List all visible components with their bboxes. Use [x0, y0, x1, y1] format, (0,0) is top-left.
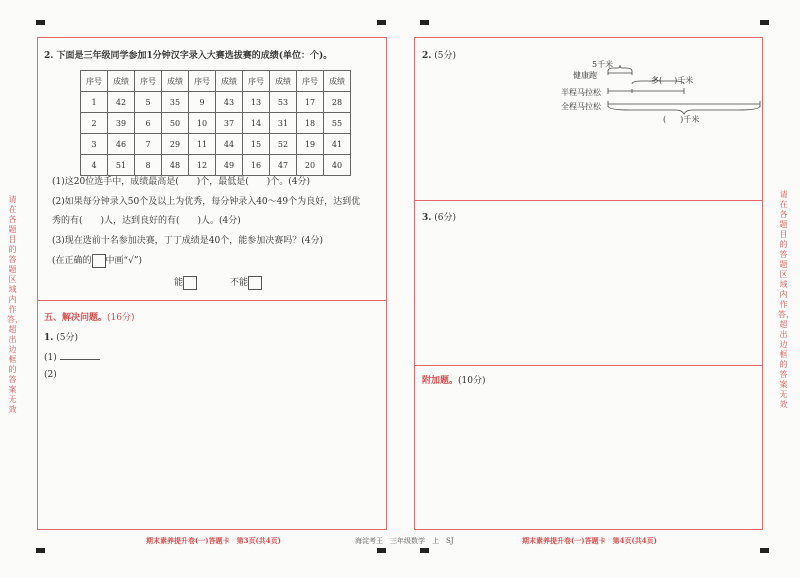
table-cell: 44 — [216, 134, 243, 155]
table-header: 序号 — [135, 71, 162, 92]
diagram-bottom-post: )千米 — [680, 115, 700, 124]
side-note-right: 请在各题目的答题区域内作答，超出边框的答案无效 — [778, 190, 794, 409]
table-cell: 4 — [81, 155, 108, 176]
brace-5km — [608, 65, 632, 71]
table-cell: 19 — [297, 134, 324, 155]
q1-part2: (2) — [44, 370, 57, 380]
q1-score: (5分) — [56, 333, 79, 343]
extra-title: 附加题。 — [422, 376, 459, 386]
table-cell: 28 — [324, 92, 351, 113]
brace-full — [608, 106, 760, 114]
section5-title: 五、解决问题。 — [44, 313, 108, 323]
r-q3-heading — [422, 210, 456, 223]
mark-instruction-pre: (在正确的 — [52, 256, 92, 266]
table-cell: 1 — [81, 92, 108, 113]
table-cell: 50 — [162, 113, 189, 134]
extra-heading — [422, 373, 486, 386]
table-header: 序号 — [81, 71, 108, 92]
table-cell: 14 — [243, 113, 270, 134]
q2-sub3: (3)现在选前十名参加决赛，丁丁成绩是40个，能参加决赛吗？(4分) — [52, 236, 323, 246]
table-cell: 43 — [216, 92, 243, 113]
table-cell: 39 — [108, 113, 135, 134]
table-cell: 48 — [162, 155, 189, 176]
q2-sub2-line2: 秀的有( )人，达到良好的有( )人。(4分) — [52, 216, 241, 226]
diagram-bottom-pre: ( — [663, 115, 667, 124]
table-header: 成绩 — [324, 71, 351, 92]
brace-more — [632, 78, 684, 84]
diagram-more-pre: 多( — [651, 76, 663, 85]
table-cell: 3 — [81, 134, 108, 155]
table-cell: 29 — [162, 134, 189, 155]
q1-title: 1. — [44, 333, 54, 343]
table-cell: 15 — [243, 134, 270, 155]
side-note-left: 请在各题目的答题区域内作答，超出边框的答案无效 — [7, 195, 23, 414]
table-cell: 47 — [270, 155, 297, 176]
r-q3-score: (6分) — [434, 213, 457, 223]
table-cell: 13 — [243, 92, 270, 113]
table-cell: 20 — [297, 155, 324, 176]
table-cell: 49 — [216, 155, 243, 176]
r-q2-score: (5分) — [434, 51, 457, 61]
table-header: 成绩 — [270, 71, 297, 92]
table-cell: 35 — [162, 92, 189, 113]
table-cell: 52 — [270, 134, 297, 155]
q2-title: 2. 下面是三年级同学参加1分钟汉字录入大赛选拔赛的成绩(单位：个)。 — [44, 51, 333, 61]
table-cell: 17 — [297, 92, 324, 113]
table-cell: 40 — [324, 155, 351, 176]
table-cell: 51 — [108, 155, 135, 176]
table-cell: 2 — [81, 113, 108, 134]
diagram-walk-label: 健康跑 — [573, 71, 597, 80]
table-cell: 8 — [135, 155, 162, 176]
r-q3-title: 3. — [422, 213, 432, 223]
table-cell: 11 — [189, 134, 216, 155]
table-cell: 46 — [108, 134, 135, 155]
right-footer: 期末素养提升卷(一)答题卡 第4页(共4页) — [522, 536, 657, 545]
extra-score: (10分) — [458, 376, 486, 386]
q1-part1-label: (1) — [44, 353, 57, 363]
table-cell: 31 — [270, 113, 297, 134]
table-cell: 10 — [189, 113, 216, 134]
table-cell: 9 — [189, 92, 216, 113]
table-header: 序号 — [297, 71, 324, 92]
section5-score: (16分) — [107, 313, 135, 323]
table-header: 序号 — [189, 71, 216, 92]
table-cell: 16 — [243, 155, 270, 176]
table-header: 序号 — [243, 71, 270, 92]
q2-sub1: (1)这20位选手中，成绩最高是( )个，最低是( )个。(4分) — [52, 177, 310, 187]
q2-sub2-line1: (2)如果每分钟录入50个及以上为优秀，每分钟录入40～49个为良好，达到优 — [52, 197, 361, 207]
center-footer: 海淀考王 三年级数学 上 SJ — [355, 537, 454, 545]
table-header: 成绩 — [162, 71, 189, 92]
table-cell: 37 — [216, 113, 243, 134]
table-cell: 5 — [135, 92, 162, 113]
answer-no-label: 不能 — [230, 278, 249, 288]
mark-instruction-post: 中画“√”) — [105, 256, 142, 266]
table-cell: 12 — [189, 155, 216, 176]
table-cell: 18 — [297, 113, 324, 134]
table-cell: 55 — [324, 113, 351, 134]
table-cell: 41 — [324, 134, 351, 155]
r-q2-title: 2. — [422, 51, 432, 61]
table-cell: 6 — [135, 113, 162, 134]
diagram-more-post: )千米 — [674, 76, 694, 85]
table-cell: 7 — [135, 134, 162, 155]
table-header: 成绩 — [216, 71, 243, 92]
table-cell: 42 — [108, 92, 135, 113]
diagram-full-label: 全程马拉松 — [561, 102, 601, 111]
table-header: 成绩 — [108, 71, 135, 92]
left-footer: 期末素养提升卷(一)答题卡 第3页(共4页) — [146, 536, 281, 545]
table-cell: 53 — [270, 92, 297, 113]
diagram-5km-label: 5千米 — [592, 60, 614, 69]
answer-yes-label: 能 — [174, 278, 184, 288]
diagram-half-label: 半程马拉松 — [561, 88, 601, 97]
